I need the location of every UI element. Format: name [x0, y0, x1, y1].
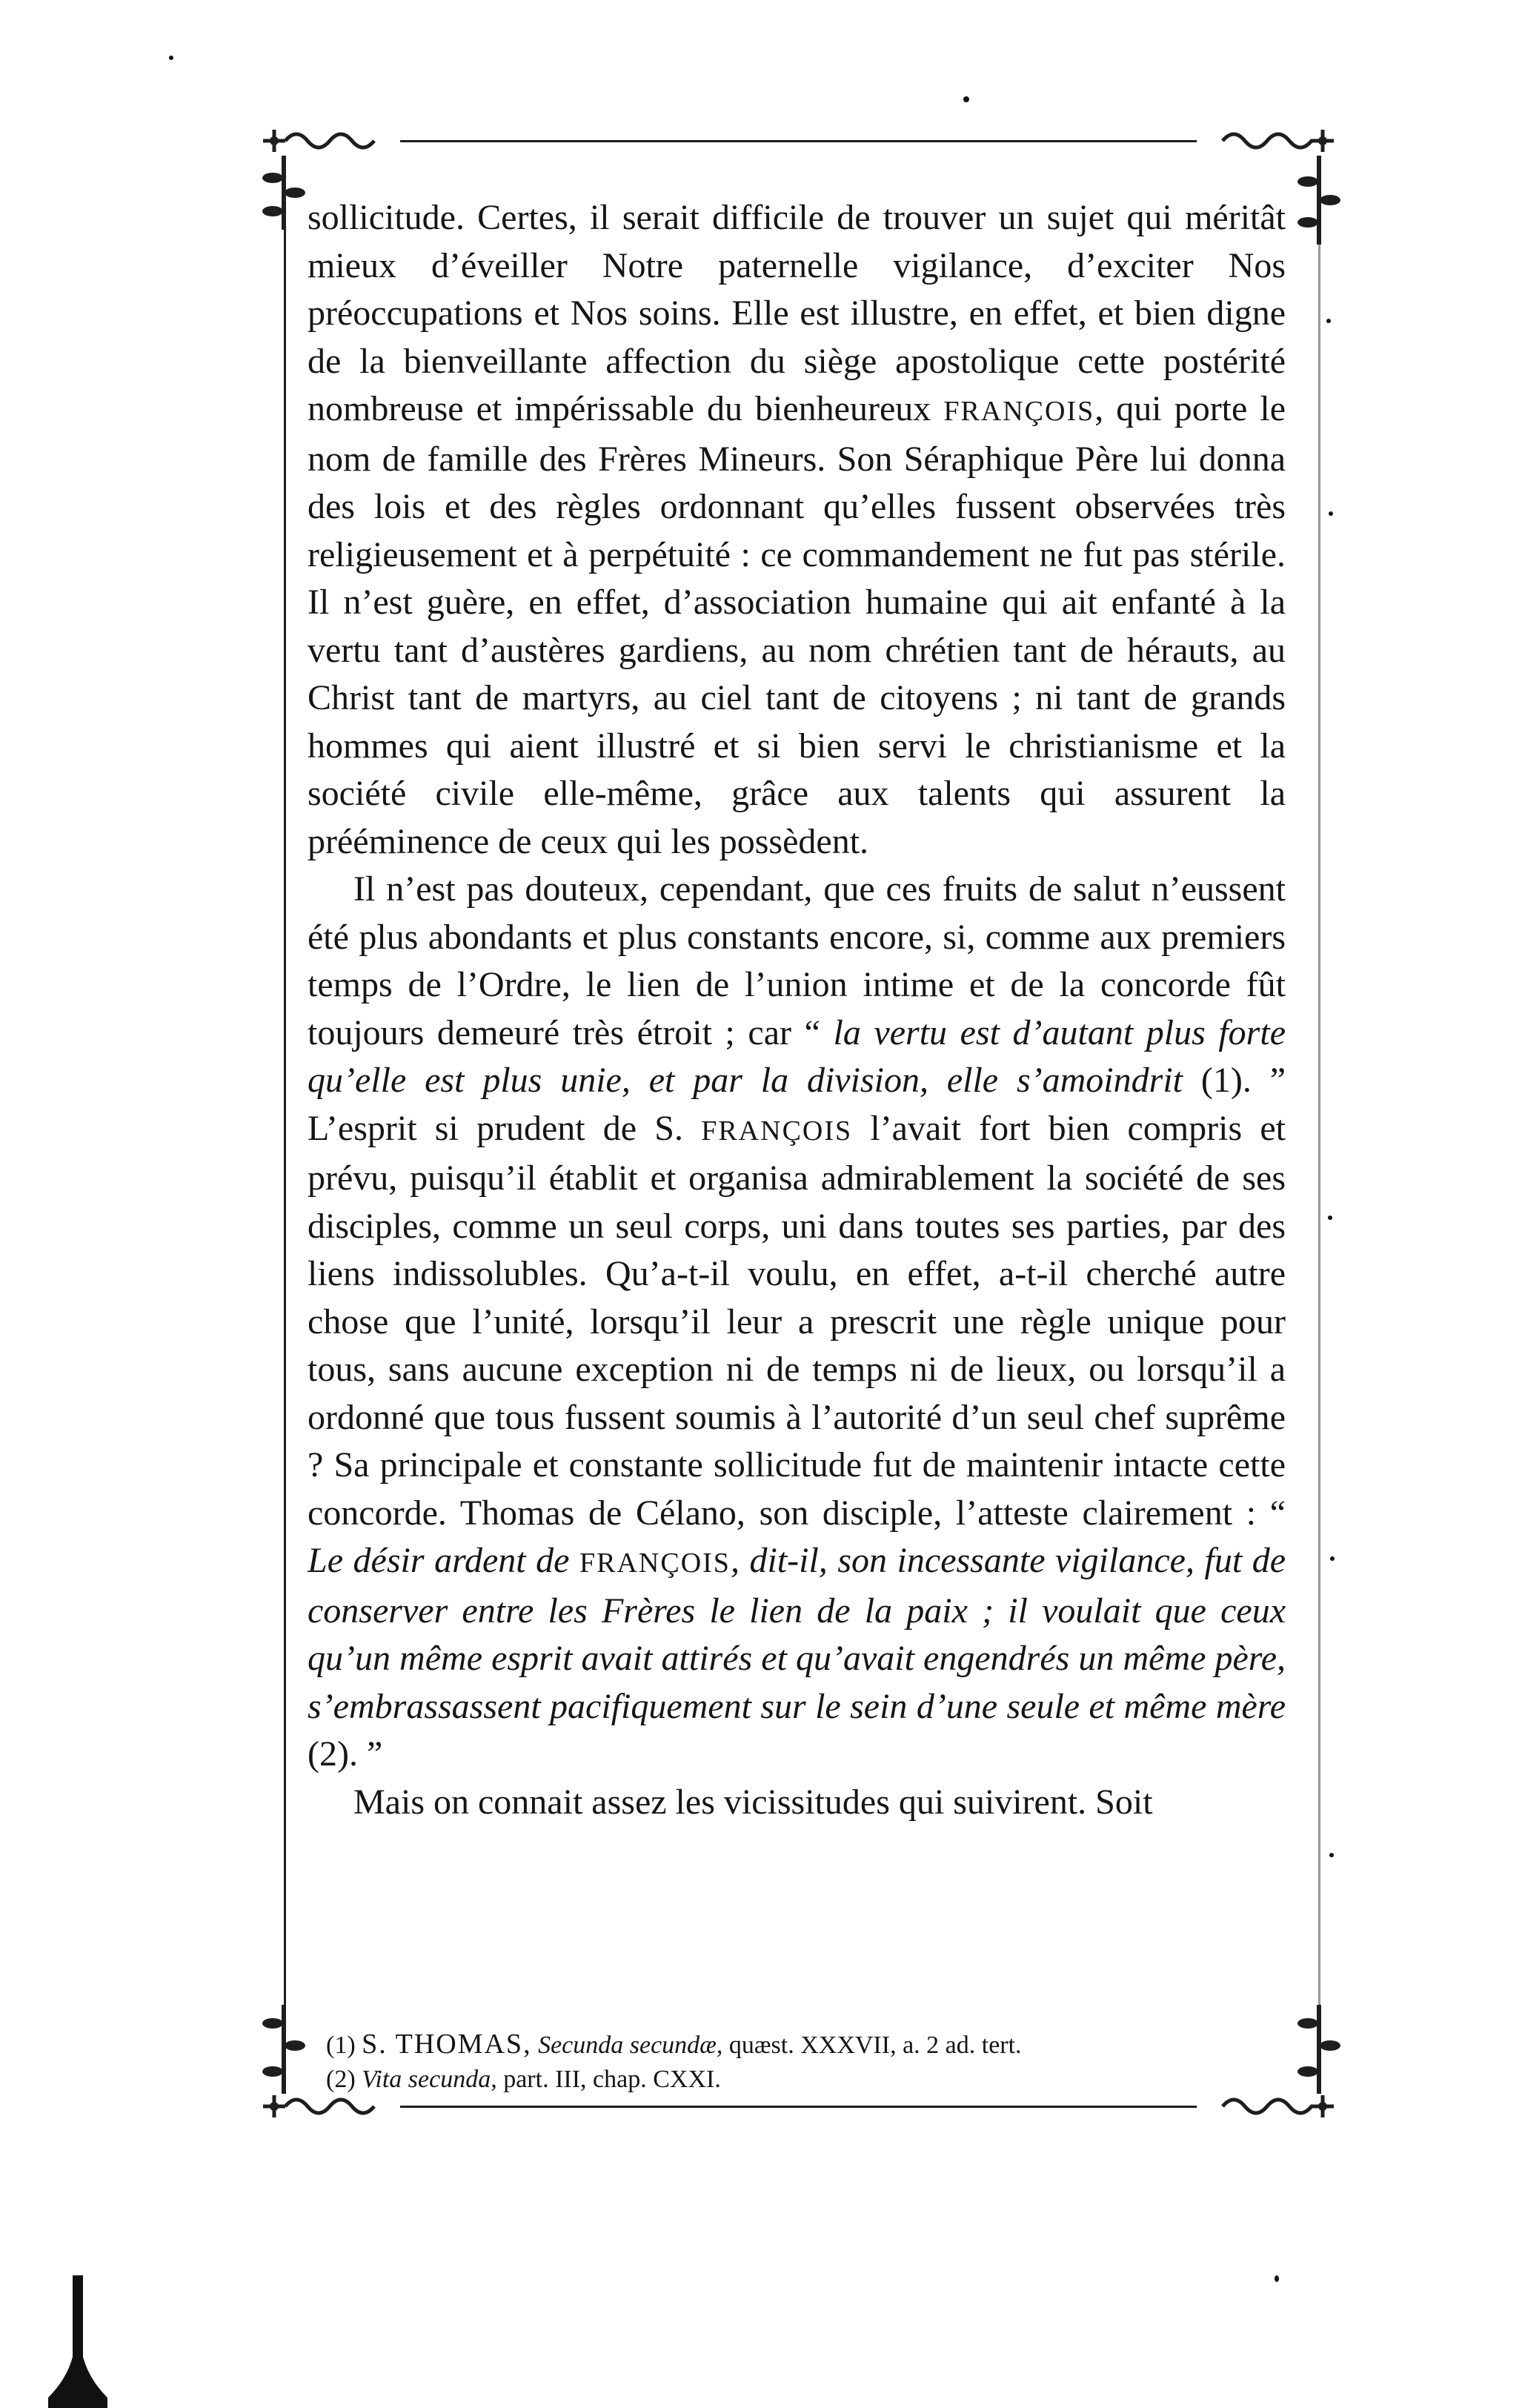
scan-speck	[1328, 1215, 1332, 1220]
paragraph-3: Mais on connait assez les vicissitudes qui suivirent. Soit	[353, 1782, 1153, 1822]
bottom-left-leaf-ornament	[258, 2001, 310, 2097]
top-left-leaf-ornament	[258, 152, 310, 233]
footnote-2: (2) Vita secunda, part. III, chap. CXXI.	[326, 2066, 721, 2093]
name-francois: FRANÇOIS	[943, 396, 1095, 427]
scan-speck	[1329, 1853, 1334, 1857]
quotation-2-start: Le désir ardent de	[308, 1541, 579, 1580]
top-rule	[400, 140, 1197, 142]
footnote-ref-2: (2). ”	[308, 1734, 383, 1774]
bottom-right-ornament	[1193, 2084, 1341, 2129]
scan-speck	[1329, 511, 1333, 516]
paragraph-1: sollicitude. Certes, il serait difficile de trouver un sujet qui méritât mieux d’éveiller Notre paternelle vigilance, d’exciter Nos préoccupations et Nos soins. Elle est illustre, en effet, et bien digne de la bienveillante affection du siège apostolique cette postérité nombreuse et impérissable du bienheureux FRANÇOIS, qui porte le nom de famille des Frères Mineurs. Son Séraphique Père lui donna des lois et des règles ordonnant qu’elles fussent observées très religieusement et à perpétuité : ce commandement ne fut pas stérile. Il n’est guère, en effet, d’association humaine qui ait enfanté à la vertu tant d’austères gardiens, au nom chrétien tant de hérauts, au Christ tant de martyrs, au ciel tant de citoyens ; ni tant de grands hommes qui aient illustré et si bien servi le christianisme et la société civile elle-même, grâce aux talents qui assurent la prééminence de ceux qui les possèdent.	[308, 198, 1286, 861]
footnotes	[326, 2027, 1282, 2097]
scan-speck	[963, 96, 969, 102]
footnote-1: (1) S. THOMAS, Secunda secundæ, quæst. XXXVII, a. 2 ad. tert.	[326, 2029, 1022, 2060]
paragraph-2: Il n’est pas douteux, cependant, que ces fruits de salut n’eussent été plus abondants et plus constants encore, si, comme aux premiers temps de l’Ordre, le lien de l’union intime et de la concorde fût toujours demeuré très étroit ; car “ la vertu est d’autant plus forte qu’elle est plus unie, et par la division, elle s’amoindrit (1). ” L’esprit si prudent de S. FRANÇOIS l’avait fort bien compris et prévu, puisqu’il établit et organisa admirablement la société de ses disciples, comme un seul corps, uni dans toutes ses parties, par des liens indissolubles. Qu’a-t-il voulu, en effet, a-t-il cherché autre chose que l’unité, lorsqu’il leur a prescrit une règle unique pour tous, sans aucune exception ni de temps ni de lieux, ou lorsqu’il a ordonné que tous fussent soumis à l’autorité d’un seul chef suprême ? Sa principale et constante sollicitude fut de maintenir intacte cette concorde. Thomas de Célano, son disciple, l’atteste clairement : “ Le désir ardent de FRANÇOIS, dit-il, son incessante vigilance, fut de conserver entre les Frères le lien de la paix ; il voulait que ceux qu’un même esprit avait attirés et qu’avait engendrés un même père, s’embrassassent pacifiquement sur le sein d’une seule et même mère (2). ”	[308, 869, 1286, 1774]
scan-speck	[169, 56, 173, 60]
quotation-2-end: , dit-il, son incessante vigilance, fut de conserver entre les Frères le lien de la paix ; il voulait que ceux qu’un même esprit avait attirés et qu’avait engendrés un même père, s’embrassassent pacifiquement sur le sein d’une seule et même mère	[308, 1541, 1286, 1726]
bottom-left-ornament	[256, 2084, 404, 2129]
name-francois: FRANÇOIS	[701, 1115, 853, 1147]
quotation-1: la vertu est d’autant plus forte qu’elle est plus unie, et par la division, elle s’amoindrit	[308, 1012, 1286, 1100]
scan-artifact	[44, 2268, 111, 2408]
top-right-leaf-ornament	[1293, 152, 1345, 248]
scan-speck	[1275, 2275, 1279, 2282]
scan-speck	[1330, 1556, 1335, 1561]
left-rule	[284, 230, 286, 2009]
name-francois: FRANÇOIS	[579, 1548, 731, 1579]
right-rule	[1318, 245, 1320, 2009]
scan-speck	[1326, 319, 1331, 323]
footnote-ref-1: (1). ” L’esprit si prudent de S.	[308, 1061, 1286, 1148]
bottom-right-leaf-ornament	[1293, 2001, 1345, 2097]
bottom-rule	[400, 2106, 1197, 2108]
main-text	[308, 194, 1286, 1826]
